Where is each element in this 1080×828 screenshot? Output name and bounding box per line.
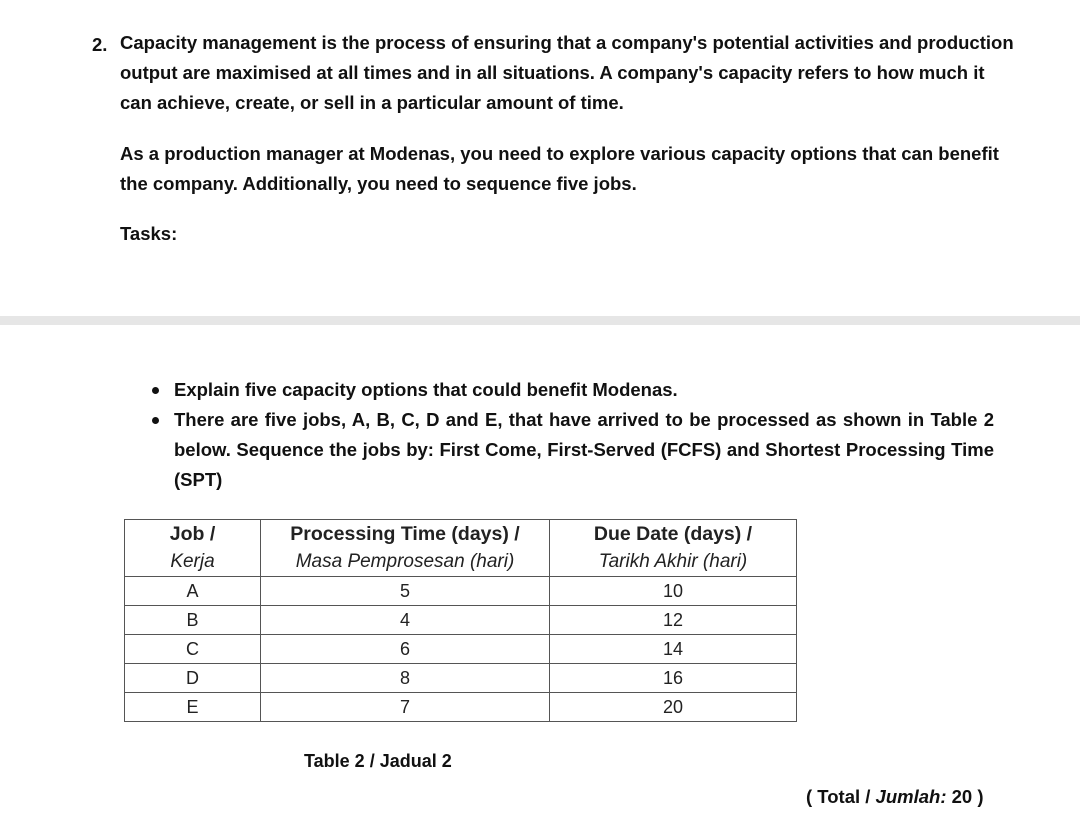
task-item	[174, 375, 994, 405]
bullet-icon	[152, 417, 159, 424]
table-row	[125, 635, 797, 664]
question-paragraph-2: As a production manager at Modenas, you need to explore various capacity options that can benefit the company. Additionally, you need to sequence five jobs.	[120, 143, 999, 194]
table-row	[125, 577, 797, 606]
jobs-table	[124, 519, 797, 722]
processing-time-cell: 4	[261, 606, 550, 635]
task-item	[174, 405, 994, 495]
processing-time-cell: 7	[261, 693, 550, 722]
table-row	[125, 693, 797, 722]
table-row	[125, 606, 797, 635]
page-divider	[0, 316, 1080, 325]
total-marks: ( Total / Jumlah: 20 )	[806, 786, 984, 807]
job-cell: B	[125, 606, 261, 635]
processing-time-cell: 6	[261, 635, 550, 664]
tasks-label: Tasks:	[120, 223, 178, 244]
header-job: Job / Kerja	[125, 520, 261, 577]
due-date-cell: 10	[550, 577, 797, 606]
job-cell: D	[125, 664, 261, 693]
task-list	[174, 375, 994, 495]
processing-time-cell: 5	[261, 577, 550, 606]
table-row	[125, 664, 797, 693]
job-cell: A	[125, 577, 261, 606]
due-date-cell: 12	[550, 606, 797, 635]
task-text: Explain five capacity options that could benefit Modenas.	[174, 379, 678, 400]
header-due-date: Due Date (days) / Tarikh Akhir (hari)	[550, 520, 797, 577]
due-date-cell: 16	[550, 664, 797, 693]
table-caption: Table 2 / Jadual 2	[304, 751, 452, 771]
header-processing-time: Processing Time (days) / Masa Pemprosesan (hari)	[261, 520, 550, 577]
processing-time-cell: 8	[261, 664, 550, 693]
question-paragraph-1: Capacity management is the process of ensuring that a company's potential activities and production output are maximised at all times and in all situations. A company's capacity refers to how much it can achieve, create, or sell in a particular amount of time.	[120, 32, 1014, 113]
job-cell: C	[125, 635, 261, 664]
question-number: 2.	[92, 34, 108, 55]
due-date-cell: 20	[550, 693, 797, 722]
task-text: There are five jobs, A, B, C, D and E, that have arrived to be processed as shown in Table 2 below. Sequence the jobs by: First Come, First-Served (FCFS) and Shortest Processing Time (SPT)	[174, 409, 994, 490]
due-date-cell: 14	[550, 635, 797, 664]
bullet-icon	[152, 387, 159, 394]
job-cell: E	[125, 693, 261, 722]
